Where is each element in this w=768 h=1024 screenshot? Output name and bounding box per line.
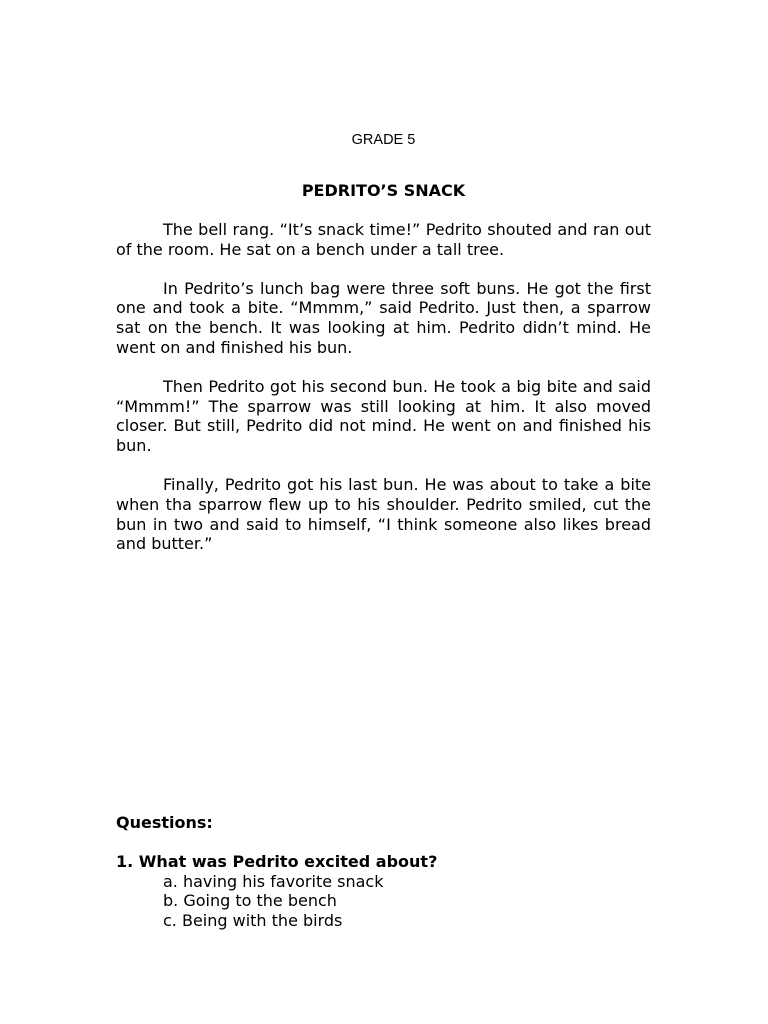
story-title: PEDRITO’S SNACK xyxy=(301,181,466,200)
question-text: 1. What was Pedrito excited about? xyxy=(116,851,438,871)
grade-label: GRADE 5 xyxy=(351,132,416,148)
document-page xyxy=(116,0,651,1024)
question-item xyxy=(116,852,651,931)
answer-option-c: c. Being with the birds xyxy=(163,911,343,931)
story-body xyxy=(116,220,651,573)
answer-option-b: b. Going to the bench xyxy=(163,891,337,911)
story-paragraph: The bell rang. “It’s snack time!” Pedrito shouted and ran out of the room. He sat on a bench under a tall tree. xyxy=(116,220,651,259)
answer-option-a: a. having his favorite snack xyxy=(163,871,384,891)
questions-section xyxy=(116,813,651,931)
story-paragraph: Then Pedrito got his second bun. He took a big bite and said “Mmmm!” The sparrow was still looking at him. It also moved closer. But still, Pedrito did not mind. He went on and finished his bun. xyxy=(116,376,651,456)
questions-heading: Questions: xyxy=(116,813,213,832)
story-paragraph: Finally, Pedrito got his last bun. He was about to take a bite when tha sparrow flew up to his shoulder. Pedrito smiled, cut the bun in two and said to himself, “I think someone also likes bread and butter.” xyxy=(116,474,651,554)
answer-options xyxy=(116,872,651,931)
story-paragraph: In Pedrito’s lunch bag were three soft buns. He got the first one and took a bite. “Mmmm,” said Pedrito. Just then, a sparrow sat on the bench. It was looking at him. Pedrito didn’t mind. He went on and finished his bun. xyxy=(116,278,651,357)
